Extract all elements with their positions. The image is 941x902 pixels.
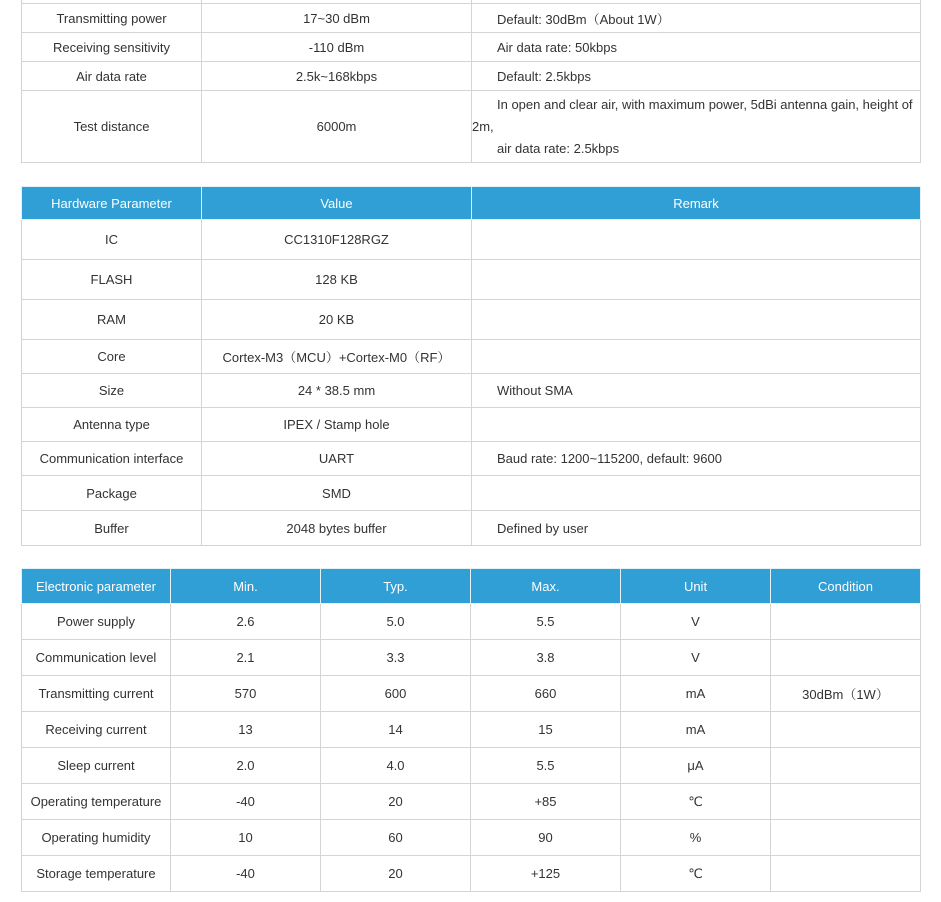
param-cell: Receiving sensitivity bbox=[22, 33, 202, 62]
column-header: Hardware Parameter bbox=[22, 187, 202, 220]
table-row bbox=[22, 4, 921, 33]
param-cell: Transmitting current bbox=[22, 676, 171, 712]
max-cell: 90 bbox=[471, 820, 621, 856]
table-row bbox=[22, 640, 921, 676]
param-cell: Buffer bbox=[22, 511, 202, 546]
table-row bbox=[22, 408, 921, 442]
table-row bbox=[22, 91, 921, 163]
table-row bbox=[22, 511, 921, 546]
value-cell: IPEX / Stamp hole bbox=[202, 408, 472, 442]
value-cell: Cortex-M3（MCU）+Cortex-M0（RF） bbox=[202, 340, 472, 374]
param-cell: Receiving current bbox=[22, 712, 171, 748]
condition-cell bbox=[771, 784, 921, 820]
table-row bbox=[22, 604, 921, 640]
max-cell: +85 bbox=[471, 784, 621, 820]
table-row bbox=[22, 260, 921, 300]
unit-cell: ℃ bbox=[621, 856, 771, 892]
column-header: Remark bbox=[472, 187, 921, 220]
min-cell: 570 bbox=[171, 676, 321, 712]
param-cell: RAM bbox=[22, 300, 202, 340]
remark-cell: Without SMA bbox=[472, 374, 921, 408]
remark-cell bbox=[472, 300, 921, 340]
value-cell: 2048 bytes buffer bbox=[202, 511, 472, 546]
typ-cell: 4.0 bbox=[321, 748, 471, 784]
value-cell: 128 KB bbox=[202, 260, 472, 300]
remark-cell: Air data rate: 50kbps bbox=[472, 33, 921, 62]
min-cell: 2.6 bbox=[171, 604, 321, 640]
electronic-parameter-table bbox=[21, 568, 921, 892]
table-row bbox=[22, 374, 921, 408]
param-cell: Size bbox=[22, 374, 202, 408]
typ-cell: 60 bbox=[321, 820, 471, 856]
value-cell: 20 KB bbox=[202, 300, 472, 340]
typ-cell: 20 bbox=[321, 784, 471, 820]
remark-cell bbox=[472, 476, 921, 511]
param-cell: IC bbox=[22, 220, 202, 260]
param-cell: Communication interface bbox=[22, 442, 202, 476]
unit-cell: % bbox=[621, 820, 771, 856]
min-cell: 2.1 bbox=[171, 640, 321, 676]
value-cell: 2.5k~168kbps bbox=[202, 62, 472, 91]
typ-cell: 5.0 bbox=[321, 604, 471, 640]
table-row bbox=[22, 62, 921, 91]
remark-cell: Default: 30dBm（About 1W） bbox=[472, 4, 921, 33]
unit-cell: μA bbox=[621, 748, 771, 784]
remark-cell bbox=[472, 340, 921, 374]
max-cell: 5.5 bbox=[471, 748, 621, 784]
remark-cell bbox=[472, 408, 921, 442]
condition-cell bbox=[771, 712, 921, 748]
table-row bbox=[22, 820, 921, 856]
table-row bbox=[22, 748, 921, 784]
param-cell: Communication level bbox=[22, 640, 171, 676]
table-row bbox=[22, 220, 921, 260]
value-cell: SMD bbox=[202, 476, 472, 511]
table-row bbox=[22, 712, 921, 748]
rf-parameter-table bbox=[21, 0, 921, 163]
condition-cell bbox=[771, 640, 921, 676]
param-cell: Operating temperature bbox=[22, 784, 171, 820]
min-cell: -40 bbox=[171, 784, 321, 820]
max-cell: 660 bbox=[471, 676, 621, 712]
max-cell: 15 bbox=[471, 712, 621, 748]
min-cell: -40 bbox=[171, 856, 321, 892]
table-row bbox=[22, 676, 921, 712]
remark-cell: Default: 2.5kbps bbox=[472, 62, 921, 91]
condition-cell bbox=[771, 748, 921, 784]
remark-cell bbox=[472, 220, 921, 260]
unit-cell: mA bbox=[621, 676, 771, 712]
min-cell: 2.0 bbox=[171, 748, 321, 784]
column-header: Min. bbox=[171, 569, 321, 604]
table-row bbox=[22, 300, 921, 340]
param-cell: Air data rate bbox=[22, 62, 202, 91]
unit-cell: mA bbox=[621, 712, 771, 748]
column-header: Electronic parameter bbox=[22, 569, 171, 604]
table-row bbox=[22, 856, 921, 892]
param-cell: Storage temperature bbox=[22, 856, 171, 892]
column-header: Typ. bbox=[321, 569, 471, 604]
condition-cell: 30dBm（1W） bbox=[771, 676, 921, 712]
unit-cell: ℃ bbox=[621, 784, 771, 820]
param-cell: Package bbox=[22, 476, 202, 511]
remark-cell: Baud rate: 1200~115200, default: 9600 bbox=[472, 442, 921, 476]
value-cell: 17~30 dBm bbox=[202, 4, 472, 33]
table-row bbox=[22, 784, 921, 820]
unit-cell: V bbox=[621, 640, 771, 676]
table-header-row bbox=[22, 569, 921, 604]
condition-cell bbox=[771, 604, 921, 640]
hardware-parameter-table bbox=[21, 186, 921, 546]
param-cell: Sleep current bbox=[22, 748, 171, 784]
param-cell: Power supply bbox=[22, 604, 171, 640]
column-header: Value bbox=[202, 187, 472, 220]
value-cell: 24 * 38.5 mm bbox=[202, 374, 472, 408]
table-header-row bbox=[22, 187, 921, 220]
param-cell: FLASH bbox=[22, 260, 202, 300]
remark-cell bbox=[472, 91, 921, 163]
param-cell: Core bbox=[22, 340, 202, 374]
column-header: Condition bbox=[771, 569, 921, 604]
column-header: Max. bbox=[471, 569, 621, 604]
table-row bbox=[22, 340, 921, 374]
param-cell: Transmitting power bbox=[22, 4, 202, 33]
condition-cell bbox=[771, 856, 921, 892]
param-cell: Antenna type bbox=[22, 408, 202, 442]
param-cell: Test distance bbox=[22, 91, 202, 163]
typ-cell: 14 bbox=[321, 712, 471, 748]
table-row bbox=[22, 33, 921, 62]
value-cell: -110 dBm bbox=[202, 33, 472, 62]
max-cell: 3.8 bbox=[471, 640, 621, 676]
typ-cell: 20 bbox=[321, 856, 471, 892]
table-row bbox=[22, 442, 921, 476]
param-cell: Operating humidity bbox=[22, 820, 171, 856]
column-header: Unit bbox=[621, 569, 771, 604]
value-cell: 6000m bbox=[202, 91, 472, 163]
typ-cell: 600 bbox=[321, 676, 471, 712]
table-row bbox=[22, 476, 921, 511]
value-cell: CC1310F128RGZ bbox=[202, 220, 472, 260]
value-cell: UART bbox=[202, 442, 472, 476]
unit-cell: V bbox=[621, 604, 771, 640]
remark-cell bbox=[472, 260, 921, 300]
remark-line: 2m, bbox=[472, 118, 494, 134]
remark-cell: Defined by user bbox=[472, 511, 921, 546]
min-cell: 10 bbox=[171, 820, 321, 856]
condition-cell bbox=[771, 820, 921, 856]
max-cell: +125 bbox=[471, 856, 621, 892]
remark-line: air data rate: 2.5kbps bbox=[497, 140, 620, 156]
typ-cell: 3.3 bbox=[321, 640, 471, 676]
remark-line: In open and clear air, with maximum power, 5dBi antenna gain, height of bbox=[497, 96, 913, 112]
max-cell: 5.5 bbox=[471, 604, 621, 640]
min-cell: 13 bbox=[171, 712, 321, 748]
